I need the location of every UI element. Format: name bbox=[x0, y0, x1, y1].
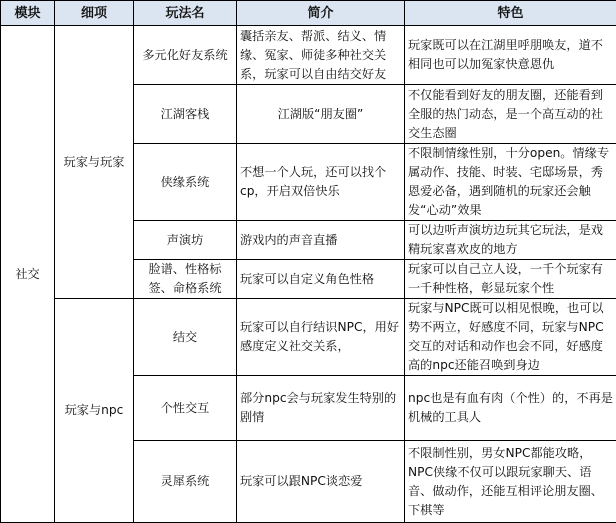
feature-cell: 不仅能看到好友的朋友圈，还能看到全服的热门动态，是一个高互动的社交生态圈 bbox=[405, 85, 616, 144]
name-cell: 个性交互 bbox=[134, 376, 237, 441]
header-sub: 细项 bbox=[55, 1, 134, 26]
feature-cell: npc也是有血有肉（个性）的，不再是机械的工具人 bbox=[405, 376, 616, 441]
header-intro: 简介 bbox=[237, 1, 405, 26]
intro-cell: 玩家可以自行结识NPC，用好感度定义社交关系， bbox=[237, 299, 405, 376]
module-cell: 社交 bbox=[1, 26, 55, 523]
feature-cell: 不限制情缘性别，十分open。情缘专属动作、技能、时装、宅邸场景，秀恩爱必备，遇到随机的玩家还会触发“心动”效果 bbox=[405, 144, 616, 221]
feature-cell: 玩家既可以在江湖里呼朋唤友，道不相同也可以加冤家快意恩仇 bbox=[405, 26, 616, 85]
name-cell: 侠缘系统 bbox=[134, 144, 237, 221]
feature-cell: 可以边听声演坊边玩其它玩法，是戏精玩家喜欢皮的地方 bbox=[405, 221, 616, 260]
intro-cell: 囊括亲友、帮派、结义、情缘、冤家、师徒多种社交关系，玩家可以自由结交好友 bbox=[237, 26, 405, 85]
feature-cell: 玩家可以自己立人设，一千个玩家有一千种性格，彰显玩家个性 bbox=[405, 260, 616, 299]
feature-cell: 玩家与NPC既可以相见恨晚，也可以势不两立，好感度不同，玩家与NPC交互的对话和动作也会不同，好感度高的npc还能召唤到身边 bbox=[405, 299, 616, 376]
name-cell: 声演坊 bbox=[134, 221, 237, 260]
table-row bbox=[1, 26, 616, 85]
name-cell: 灵犀系统 bbox=[134, 441, 237, 523]
name-cell: 脸谱、性格标签、命格系统 bbox=[134, 260, 237, 299]
header-row bbox=[1, 1, 616, 26]
name-cell: 江湖客栈 bbox=[134, 85, 237, 144]
name-cell: 结交 bbox=[134, 299, 237, 376]
name-cell: 多元化好友系统 bbox=[134, 26, 237, 85]
header-module: 模块 bbox=[1, 1, 55, 26]
intro-cell: 游戏内的声音直播 bbox=[237, 221, 405, 260]
intro-cell: 不想一个人玩，还可以找个cp，开启双倍快乐 bbox=[237, 144, 405, 221]
intro-cell: 部分npc会与玩家发生特别的剧情 bbox=[237, 376, 405, 441]
header-name: 玩法名 bbox=[134, 1, 237, 26]
feature-cell: 不限制性别，男女NPC都能攻略，NPC侠缘不仅可以跟玩家聊天、语音、做动作，还能互相评论朋友圈、下棋等 bbox=[405, 441, 616, 523]
intro-cell: 玩家可以自定义角色性格 bbox=[237, 260, 405, 299]
sub-cell-player-npc: 玩家与npc bbox=[55, 299, 134, 523]
intro-cell: 江湖版“朋友圈” bbox=[237, 85, 405, 144]
sub-cell-player-player: 玩家与玩家 bbox=[55, 26, 134, 299]
intro-cell: 玩家可以跟NPC谈恋爱 bbox=[237, 441, 405, 523]
table-row bbox=[1, 299, 616, 376]
header-feature: 特色 bbox=[405, 1, 616, 26]
